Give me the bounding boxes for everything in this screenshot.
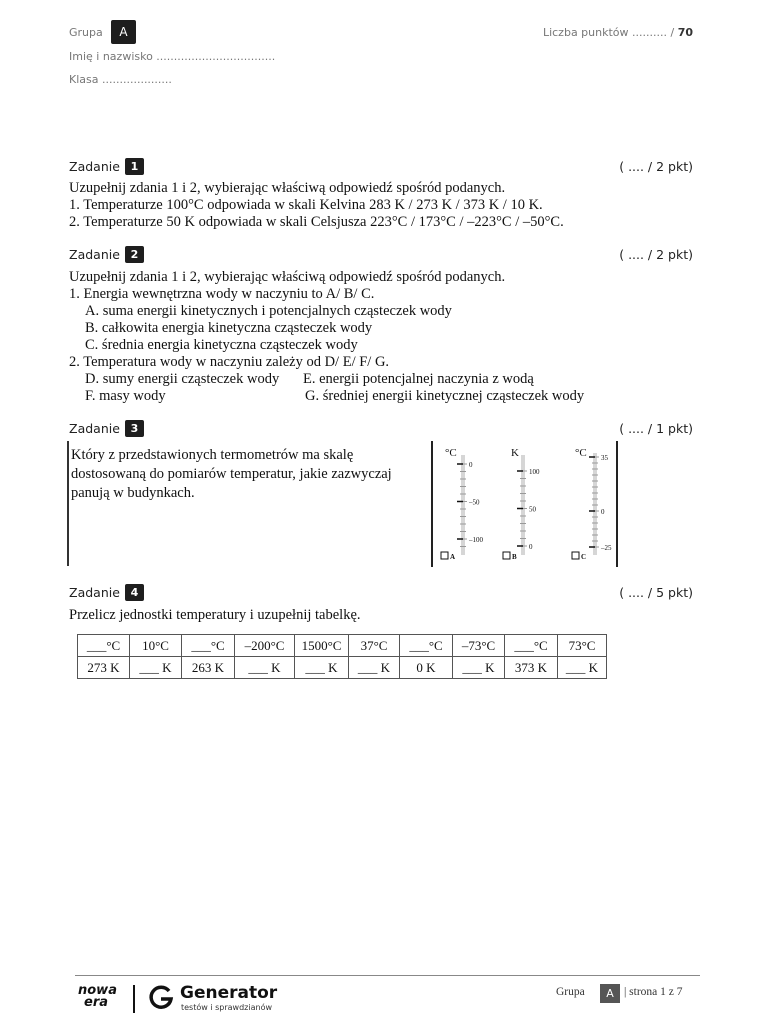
thermometers-figure bbox=[431, 441, 618, 567]
logo-line: era bbox=[84, 995, 109, 1010]
task-label: Zadanie bbox=[69, 421, 120, 436]
scale-label: 0 bbox=[469, 461, 473, 469]
thermometer-tube bbox=[593, 453, 597, 555]
table-row-kelvin bbox=[78, 657, 607, 679]
generator-title: Generator bbox=[180, 983, 278, 1003]
scale-label: –100 bbox=[469, 536, 483, 544]
checkbox-a[interactable] bbox=[441, 552, 448, 559]
scale-label: 100 bbox=[529, 468, 540, 476]
task-2-option: E. energii potencjalnej naczynia z wodą bbox=[303, 371, 534, 387]
table-cell: 37°C bbox=[349, 635, 400, 657]
scale-label: 35 bbox=[601, 454, 608, 462]
task-2-question-1: 1. Energia wewnętrzna wody w naczyniu to A/ B/ C. bbox=[69, 286, 375, 302]
points-max: 70 bbox=[677, 26, 693, 39]
task-2-intro: Uzupełnij zdania 1 i 2, wybierając właściwą odpowiedź spośród podanych. bbox=[69, 269, 506, 285]
conversion-table bbox=[77, 634, 607, 679]
thermometer-c bbox=[572, 447, 612, 561]
table-cell[interactable]: ___°C bbox=[400, 635, 453, 657]
task-1-line: 2. Temperaturze 50 K odpowiada w skali Celsjusza 223°C / 173°C / –223°C / –50°C. bbox=[69, 214, 564, 230]
group-label: Grupa bbox=[69, 26, 103, 39]
task-2-option: B. całkowita energia kinetyczna cząsteczek wody bbox=[85, 320, 373, 336]
table-cell: –73°C bbox=[453, 635, 505, 657]
task-2-option: D. sumy energii cząsteczek wody bbox=[85, 371, 280, 387]
thermometer-tube bbox=[461, 455, 465, 555]
table-cell[interactable]: ___ K bbox=[453, 657, 505, 679]
task-4-text: Przelicz jednostki temperatury i uzupełnij tabelkę. bbox=[69, 607, 361, 623]
name-field: Imię i nazwisko .................................. bbox=[69, 50, 276, 63]
table-cell[interactable]: ___°C bbox=[505, 635, 558, 657]
logo-line: nowa bbox=[78, 983, 117, 998]
thermometer-unit: K bbox=[511, 447, 519, 459]
thermometers-svg bbox=[433, 441, 616, 567]
thermometer-unit: °C bbox=[445, 447, 457, 459]
task-1-line: Uzupełnij zdania 1 i 2, wybierając właściwą odpowiedź spośród podanych. bbox=[69, 180, 506, 196]
task-number-badge: 3 bbox=[125, 420, 144, 437]
nowa-era-logo bbox=[78, 985, 117, 1009]
option-letter: C bbox=[581, 553, 587, 561]
logo-separator bbox=[133, 985, 135, 1013]
group-badge: A bbox=[111, 20, 136, 44]
table-cell[interactable]: ___°C bbox=[182, 635, 235, 657]
footer-divider bbox=[75, 975, 700, 976]
table-cell: 73°C bbox=[558, 635, 607, 657]
table-cell: –200°C bbox=[235, 635, 295, 657]
table-cell[interactable]: ___ K bbox=[235, 657, 295, 679]
task-1-line: 1. Temperaturze 100°C odpowiada w skali Kelvina 283 K / 273 K / 373 K / 10 K. bbox=[69, 197, 543, 213]
task-2-question-2: 2. Temperatura wody w naczyniu zależy od D/ E/ F/ G. bbox=[69, 354, 390, 370]
class-field: Klasa .................... bbox=[69, 73, 172, 86]
generator-g-icon bbox=[148, 985, 174, 1011]
task-2-option: C. średnia energia kinetyczna cząsteczek wody bbox=[85, 337, 358, 353]
option-letter: A bbox=[450, 553, 456, 561]
footer-group-badge: A bbox=[600, 984, 620, 1003]
task-4-points: ( .... / 5 pkt) bbox=[619, 585, 693, 600]
scale-label: –50 bbox=[469, 498, 480, 507]
table-cell[interactable]: ___ K bbox=[130, 657, 182, 679]
table-cell[interactable]: ___ K bbox=[295, 657, 349, 679]
task-1-heading bbox=[69, 158, 144, 175]
task-2-points: ( .... / 2 pkt) bbox=[619, 247, 693, 262]
thermometer-b bbox=[503, 447, 540, 561]
task-3-rule bbox=[67, 441, 69, 566]
scale-label: 0 bbox=[601, 508, 605, 516]
task-number-badge: 4 bbox=[125, 584, 144, 601]
points-total bbox=[543, 26, 693, 39]
task-label: Zadanie bbox=[69, 159, 120, 174]
task-2-option: F. masy wody bbox=[85, 388, 166, 404]
scale-label: 0 bbox=[529, 543, 533, 551]
task-2-heading bbox=[69, 246, 144, 263]
checkbox-b[interactable] bbox=[503, 552, 510, 559]
thermometer-unit: °C bbox=[575, 447, 587, 459]
thermometer-tube bbox=[521, 455, 525, 555]
task-number-badge: 2 bbox=[125, 246, 144, 263]
footer-group-label: Grupa bbox=[556, 986, 585, 998]
checkbox-c[interactable] bbox=[572, 552, 579, 559]
task-3-points: ( .... / 1 pkt) bbox=[619, 421, 693, 436]
page-indicator: | strona 1 z 7 bbox=[624, 986, 683, 998]
table-cell[interactable]: ___°C bbox=[78, 635, 130, 657]
table-cell[interactable]: ___ K bbox=[349, 657, 400, 679]
option-letter: B bbox=[512, 553, 517, 561]
task-label: Zadanie bbox=[69, 247, 120, 262]
task-2-option: A. suma energii kinetycznych i potencjalnych cząsteczek wody bbox=[85, 303, 452, 319]
table-cell: 0 K bbox=[400, 657, 453, 679]
points-label: Liczba punktów .......... / bbox=[542, 26, 675, 39]
task-number-badge: 1 bbox=[125, 158, 144, 175]
table-cell: 1500°C bbox=[295, 635, 349, 657]
task-2-option: G. średniej energii kinetycznej cząsteczek wody bbox=[305, 388, 585, 404]
table-cell[interactable]: ___ K bbox=[558, 657, 607, 679]
scale-label: –25 bbox=[601, 544, 612, 552]
table-cell: 263 K bbox=[182, 657, 235, 679]
scale-label: 50 bbox=[529, 505, 536, 514]
task-3-text: Który z przedstawionych termometrów ma skalę dostosowaną do pomiarów temperatur, jakie zazwyczaj panują w budynkach. bbox=[71, 447, 392, 501]
task-4-heading bbox=[69, 584, 144, 601]
task-label: Zadanie bbox=[69, 585, 120, 600]
table-cell: 10°C bbox=[130, 635, 182, 657]
table-cell: 273 K bbox=[78, 657, 130, 679]
table-row-celsius bbox=[78, 635, 607, 657]
generator-subtitle: testów i sprawdzianów bbox=[181, 1003, 272, 1012]
thermometer-a bbox=[441, 447, 484, 561]
table-cell: 373 K bbox=[505, 657, 558, 679]
task-3-heading bbox=[69, 420, 144, 437]
task-1-points: ( .... / 2 pkt) bbox=[619, 159, 693, 174]
